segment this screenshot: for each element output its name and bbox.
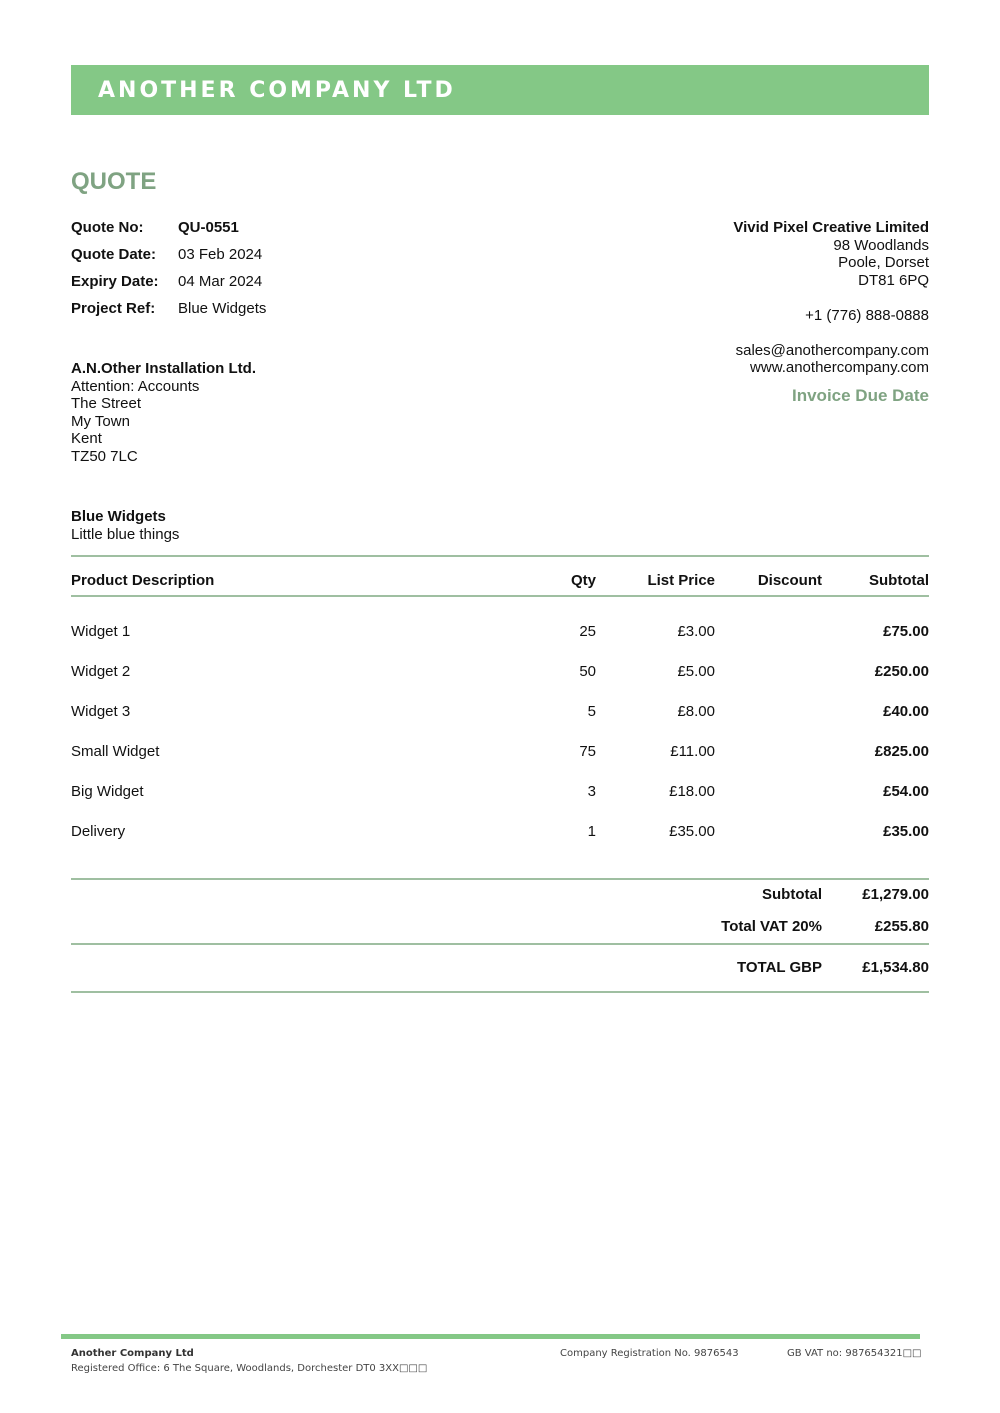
totals-bottom-divider [71,991,929,993]
cell-qty: 5 [587,703,596,720]
document-title: QUOTE [71,168,157,195]
client-address-line: Kent [71,430,102,447]
cell-qty: 75 [579,743,596,760]
table-row [71,703,929,743]
cell-subtotal: £40.00 [883,703,929,720]
sender-email[interactable]: sales@anothercompany.com [735,341,929,359]
col-header-discount: Discount [757,572,822,589]
meta-label: Expiry Date: [71,273,159,290]
cell-list-price: £35.00 [669,823,715,840]
project-block [71,508,179,543]
meta-label: Quote No: [71,219,144,236]
header-banner [71,65,929,115]
vat-row [71,918,929,938]
cell-qty: 25 [579,623,596,640]
client-address-line: The Street [71,395,142,412]
col-header-subtotal: Subtotal [869,572,929,589]
subtotal-value: £1,279.00 [862,886,929,903]
subtotal-label: Subtotal [762,886,822,903]
sender-website[interactable]: www.anothercompany.com [750,359,929,376]
cell-description: Widget 1 [71,623,131,640]
quote-meta [71,219,266,327]
meta-value: Blue Widgets [178,300,267,317]
cell-description: Widget 3 [71,703,131,720]
sender-phone: +1 (776) 888-0888 [805,306,929,324]
meta-row-expiry-date [71,273,266,300]
vat-value: £255.80 [874,918,929,935]
footer-company-block [71,1346,427,1376]
cell-list-price: £18.00 [669,783,715,800]
meta-row-quote-date [71,246,266,273]
table-row [71,783,929,823]
client-address [71,360,256,465]
meta-value: 04 Mar 2024 [178,273,263,290]
sender-details [733,219,929,404]
col-header-list-price: List Price [647,572,715,589]
vat-label: Total VAT 20% [721,918,822,935]
meta-value: 03 Feb 2024 [178,246,263,263]
totals-top-divider [71,878,929,880]
table-row [71,743,929,783]
cell-list-price: £5.00 [677,663,715,680]
meta-row-project-ref [71,300,266,327]
client-address-line: My Town [71,412,130,430]
client-address-line: Attention: Accounts [71,377,200,395]
cell-subtotal: £54.00 [883,783,929,800]
cell-description: Widget 2 [71,663,131,680]
table-header [71,572,929,592]
col-header-description: Product Description [71,572,215,589]
footer-company-name: Another Company Ltd [71,1348,194,1359]
cell-qty: 3 [587,783,596,800]
footer-vat-number: GB VAT no: 987654321□□ [787,1348,922,1359]
client-address-line: TZ50 7LC [71,447,138,465]
sender-address-line: DT81 6PQ [858,271,929,289]
line-items [71,623,929,863]
grand-total-row [71,959,929,979]
cell-subtotal: £35.00 [883,823,929,840]
meta-label: Project Ref: [71,300,156,317]
cell-description: Big Widget [71,783,144,800]
meta-row-quote-no [71,219,266,246]
cell-list-price: £11.00 [670,743,715,760]
footer-registered-office: Registered Office: 6 The Square, Woodlands, Dorchester DT0 3XX□□□ [71,1363,428,1374]
subtotal-row [71,886,929,906]
sender-address-line: 98 Woodlands [833,236,929,254]
company-logo-text: ANOTHER COMPANY LTD [98,77,456,103]
cell-qty: 1 [587,823,596,840]
project-name: Blue Widgets [71,508,166,525]
meta-label: Quote Date: [71,246,157,263]
cell-list-price: £8.00 [677,703,715,720]
sender-address-line: Poole, Dorset [838,254,929,271]
col-header-qty: Qty [570,572,596,589]
cell-description: Delivery [71,823,126,840]
table-row [71,663,929,703]
table-row [71,823,929,863]
total-label: TOTAL GBP [736,959,822,976]
sender-name: Vivid Pixel Creative Limited [733,219,929,236]
cell-qty: 50 [579,663,596,680]
cell-list-price: £3.00 [677,623,715,640]
cell-description: Small Widget [71,743,160,760]
client-name: A.N.Other Installation Ltd. [71,360,257,377]
cell-subtotal: £250.00 [874,663,929,680]
cell-subtotal: £825.00 [874,743,929,760]
footer-bar [61,1334,920,1339]
table-top-divider [71,555,929,557]
footer-registration: Company Registration No. 9876543 [560,1348,739,1359]
table-row [71,623,929,663]
table-header-divider [71,595,929,597]
invoice-due-date-label: Invoice Due Date [792,385,929,405]
total-value: £1,534.80 [862,959,929,976]
totals-mid-divider [71,943,929,945]
project-description: Little blue things [71,525,180,543]
cell-subtotal: £75.00 [883,623,929,640]
meta-value: QU-0551 [178,219,239,236]
